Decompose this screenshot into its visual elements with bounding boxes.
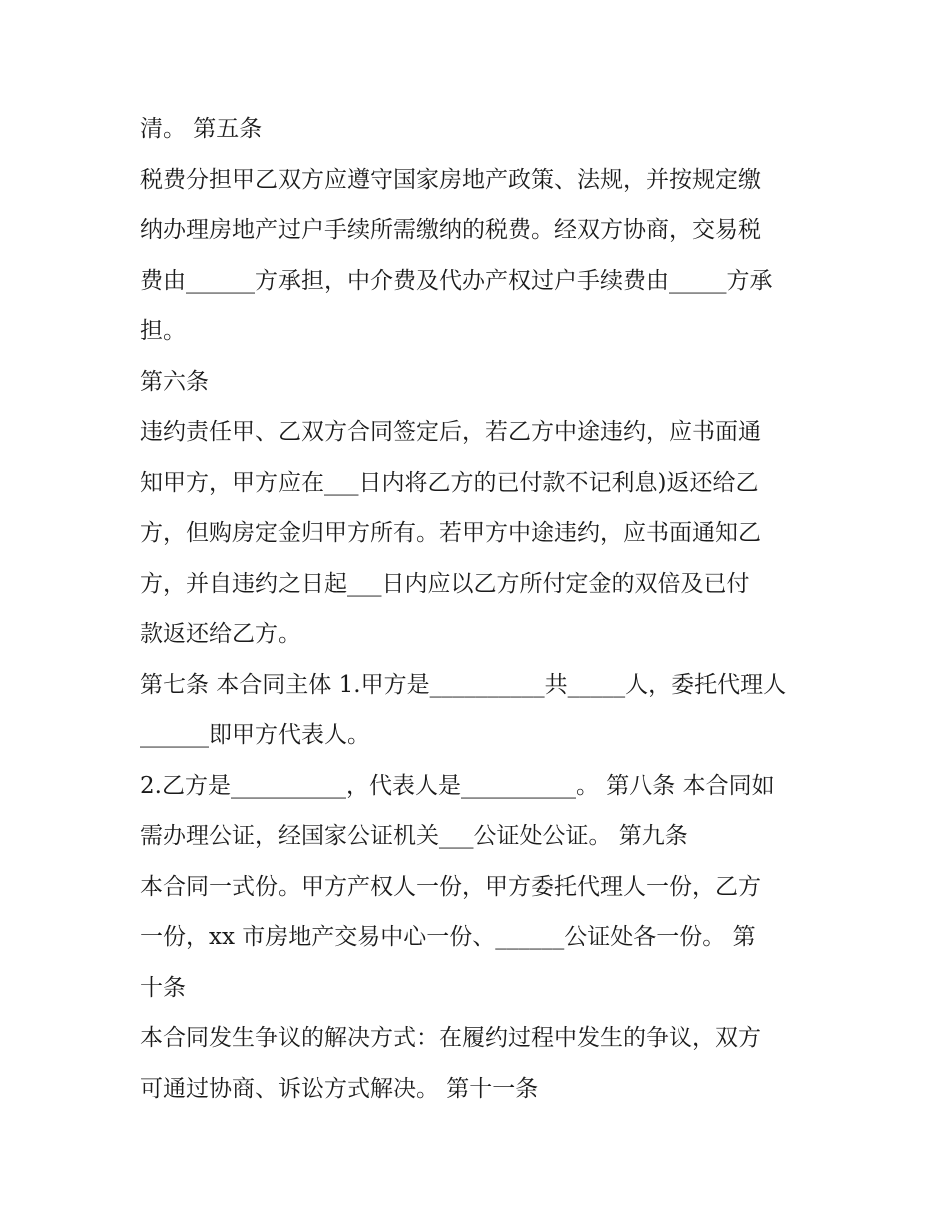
text-line: 需办理公证，经国家公证机关___公证处公证。 第九条 xyxy=(140,823,688,849)
text-line: 方，并自违约之日起___日内应以乙方所付定金的双倍及已付 xyxy=(140,570,750,597)
text-line: 担。 xyxy=(140,318,186,344)
text-line: 费由______方承担，中介费及代办产权过户手续费由_____方承 xyxy=(140,267,773,294)
text-line: 方，但购房定金归甲方所有。若甲方中途违约，应书面通知乙 xyxy=(140,520,761,546)
text-line: 第七条 本合同主体 1.甲方是__________共_____人，委托代理人 xyxy=(140,671,787,698)
text-line: 清。 第五条 xyxy=(140,116,263,142)
text-line: 本合同发生争议的解决方式：在履约过程中发生的争议，双方 xyxy=(140,1025,761,1051)
text-line: 第六条 xyxy=(140,368,209,395)
text-line: ______即甲方代表人。 xyxy=(140,722,370,748)
text-line: 本合同一式份。甲方产权人一份，甲方委托代理人一份，乙方 xyxy=(140,873,761,900)
text-line: 款返还给乙方。 xyxy=(140,621,301,647)
text-line: 违约责任甲、乙双方合同签定后，若乙方中途违约，应书面通 xyxy=(140,419,761,445)
text-line: 纳办理房地产过户手续所需缴纳的税费。经双方协商，交易税 xyxy=(140,217,761,243)
text-line: 十条 xyxy=(140,974,186,1001)
text-line: 一份，xx 市房地产交易中心一份、______公证处各一份。 第 xyxy=(140,924,756,950)
text-line: 知甲方，甲方应在___日内将乙方的已付款不记利息)返还给乙 xyxy=(140,469,759,496)
text-line: 税费分担甲乙双方应遵守国家房地产政策、法规，并按规定缴 xyxy=(140,166,761,193)
text-line: 可通过协商、诉讼方式解决。 第十一条 xyxy=(140,1075,539,1102)
document-body xyxy=(140,104,820,1114)
text-line: 2.乙方是__________，代表人是__________。 第八条 本合同如 xyxy=(140,772,775,799)
